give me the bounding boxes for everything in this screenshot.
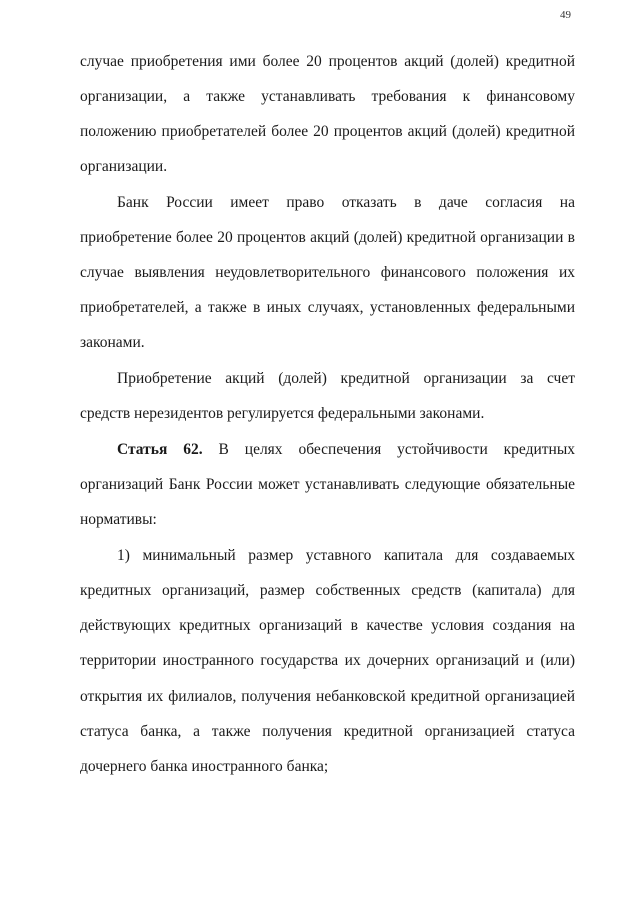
text-line: нормативы: [80,511,157,528]
text-line: законами. [80,334,145,351]
line-text: В целях обеспечения устойчивости кредитных [218,441,576,458]
text-line: дочернего банка иностранного банка; [80,758,329,775]
text-line: организации. [80,158,168,175]
text-line: открытия их филиалов, получения небанковской кредитной организацией [80,688,575,705]
text-line: случае приобретения ими более 20 процентов акций (долей) кредитной [80,53,575,70]
text-line: Приобретение акций (долей) кредитной организации за счет [117,370,575,387]
text-line: статуса банка, а также получения кредитной организацией статуса [80,723,575,740]
text-line: территории иностранного государства их дочерних организаций и (или) [80,652,575,669]
text-line: организаций Банк России может устанавливать следующие обязательные [80,476,575,493]
text-line: приобретение более 20 процентов акций (долей) кредитной организации в [80,229,575,246]
article-heading: Статья 62. [117,441,203,458]
text-line: кредитных организаций, размер собственных средств (капитала) для [80,582,575,599]
text-line: средств нерезидентов регулируется федеральными законами. [80,405,485,422]
text-line: Банк России имеет право отказать в даче согласия на [117,194,575,211]
text-line: действующих кредитных организаций в качестве условия создания на [80,617,575,634]
page-number: 49 [560,9,571,21]
text-line: приобретателей, а также в иных случаях, установленных федеральными [80,299,575,316]
text-line [117,441,575,459]
text-line: 1) минимальный размер уставного капитала для создаваемых [117,547,575,564]
text-line: случае выявления неудовлетворительного финансового положения их [80,264,575,281]
text-line: организации, а также устанавливать требования к финансовому [80,88,575,105]
text-line: положению приобретателей более 20 процентов акций (долей) кредитной [80,123,575,140]
